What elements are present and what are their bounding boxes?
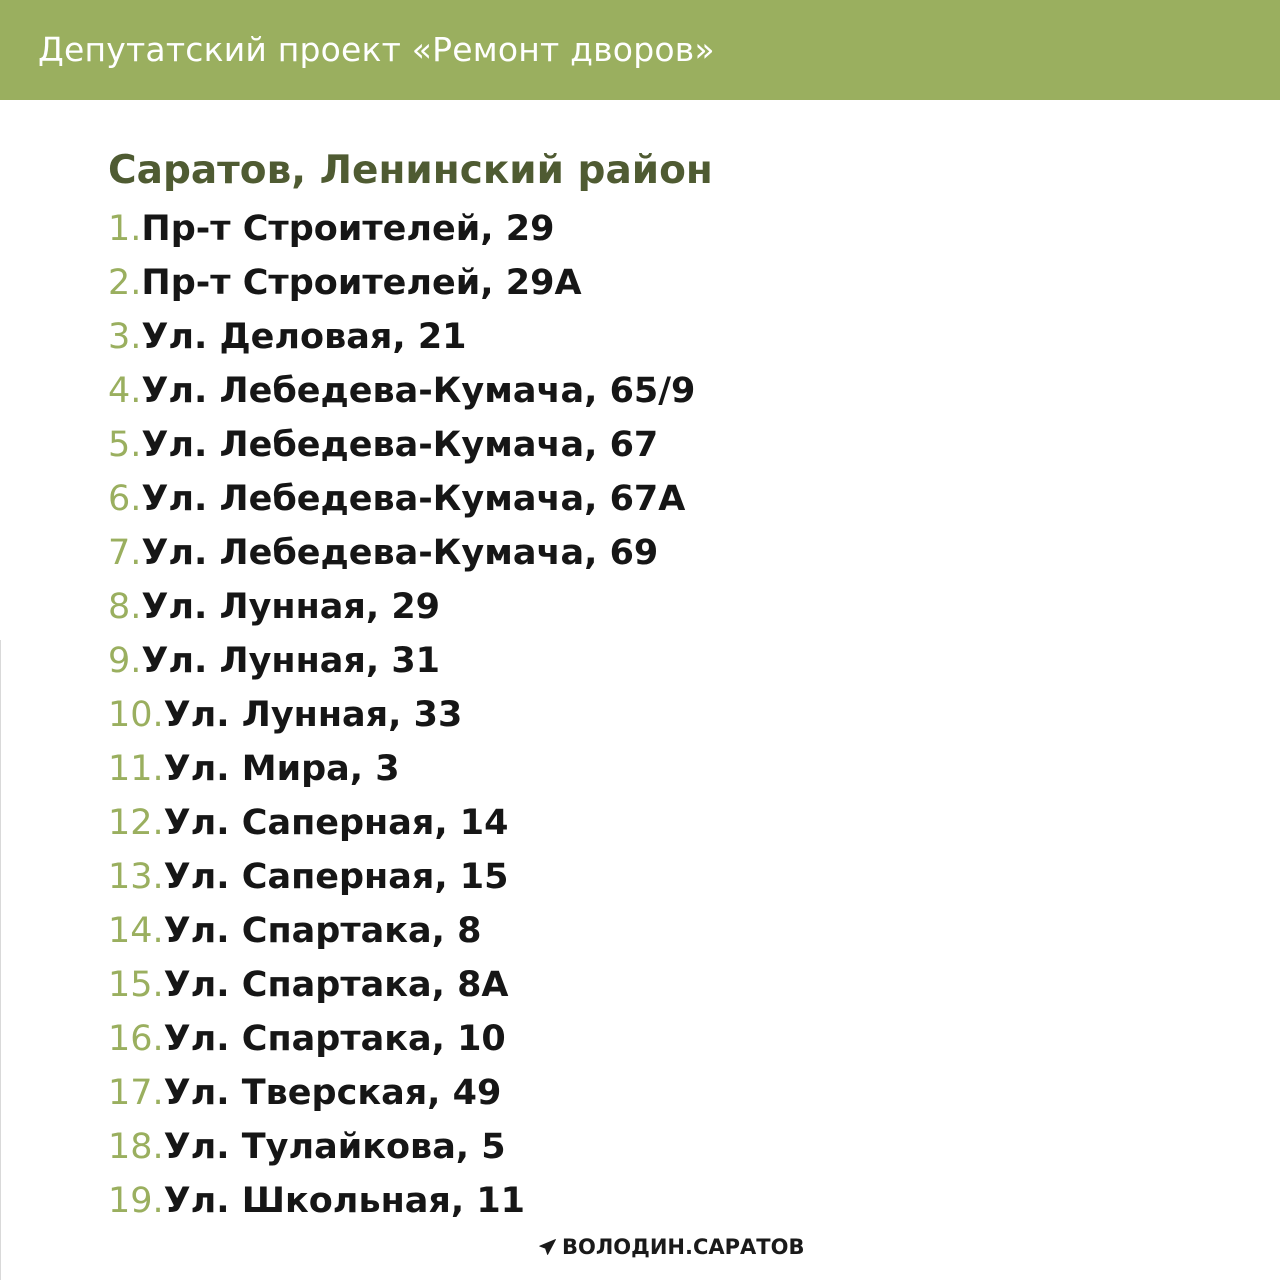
- address-item: [108, 526, 1208, 580]
- item-text: Ул. Лебедева-Кумача, 65/9: [141, 371, 696, 411]
- item-text: Ул. Саперная, 14: [163, 803, 509, 843]
- item-text: Ул. Деловая, 21: [141, 317, 467, 357]
- item-text: Ул. Лебедева-Кумача, 69: [141, 533, 659, 573]
- address-list: [108, 202, 1208, 1228]
- address-item: [108, 1012, 1208, 1066]
- item-text: Ул. Мира, 3: [163, 749, 400, 789]
- brand-footer: [538, 1232, 804, 1262]
- item-number: 9.: [108, 641, 142, 681]
- main-content: [108, 140, 1208, 1228]
- address-item: [108, 418, 1208, 472]
- item-number: 19.: [108, 1181, 164, 1221]
- item-text: Ул. Спартака, 8: [163, 911, 482, 951]
- item-number: 15.: [108, 965, 164, 1005]
- item-number: 17.: [108, 1073, 164, 1113]
- item-number: 1.: [108, 209, 142, 249]
- item-number: 7.: [108, 533, 142, 573]
- address-item: [108, 634, 1208, 688]
- item-number: 4.: [108, 371, 142, 411]
- item-text: Пр-т Строителей, 29А: [141, 263, 582, 303]
- brand-label: ВОЛОДИН.САРАТОВ: [562, 1235, 805, 1259]
- address-item: [108, 202, 1208, 256]
- item-number: 8.: [108, 587, 142, 627]
- item-number: 6.: [108, 479, 142, 519]
- item-text: Ул. Лунная, 29: [141, 587, 441, 627]
- item-text: Ул. Спартака, 8А: [163, 965, 509, 1005]
- item-number: 3.: [108, 317, 142, 357]
- address-item: [108, 310, 1208, 364]
- item-text: Ул. Саперная, 15: [163, 857, 509, 897]
- address-item: [108, 1174, 1208, 1228]
- item-number: 2.: [108, 263, 142, 303]
- address-item: [108, 688, 1208, 742]
- item-text: Ул. Тверская, 49: [163, 1073, 502, 1113]
- item-number: 14.: [108, 911, 164, 951]
- item-text: Ул. Спартака, 10: [163, 1019, 506, 1059]
- address-item: [108, 796, 1208, 850]
- item-number: 11.: [108, 749, 164, 789]
- item-text: Ул. Школьная, 11: [163, 1181, 526, 1221]
- item-number: 12.: [108, 803, 164, 843]
- item-number: 13.: [108, 857, 164, 897]
- telegram-icon: [538, 1237, 558, 1257]
- address-item: [108, 256, 1208, 310]
- item-number: 10.: [108, 695, 164, 735]
- address-item: [108, 1066, 1208, 1120]
- item-text: Ул. Лунная, 31: [141, 641, 441, 681]
- address-item: [108, 364, 1208, 418]
- item-number: 18.: [108, 1127, 164, 1167]
- address-item: [108, 580, 1208, 634]
- address-item: [108, 1120, 1208, 1174]
- address-item: [108, 742, 1208, 796]
- header-title: Депутатский проект «Ремонт дворов»: [38, 30, 715, 69]
- item-text: Ул. Лунная, 33: [163, 695, 463, 735]
- address-item: [108, 850, 1208, 904]
- item-text: Ул. Лебедева-Кумача, 67: [141, 425, 659, 465]
- address-item: [108, 904, 1208, 958]
- item-text: Ул. Лебедева-Кумача, 67А: [141, 479, 686, 519]
- address-item: [108, 958, 1208, 1012]
- header-bar: [0, 0, 1280, 100]
- section-title: Саратов, Ленинский район: [108, 148, 713, 193]
- item-text: Ул. Тулайкова, 5: [163, 1127, 506, 1167]
- item-number: 16.: [108, 1019, 164, 1059]
- address-item: [108, 472, 1208, 526]
- item-text: Пр-т Строителей, 29: [141, 209, 555, 249]
- item-number: 5.: [108, 425, 142, 465]
- left-edge-line: [0, 640, 1, 1280]
